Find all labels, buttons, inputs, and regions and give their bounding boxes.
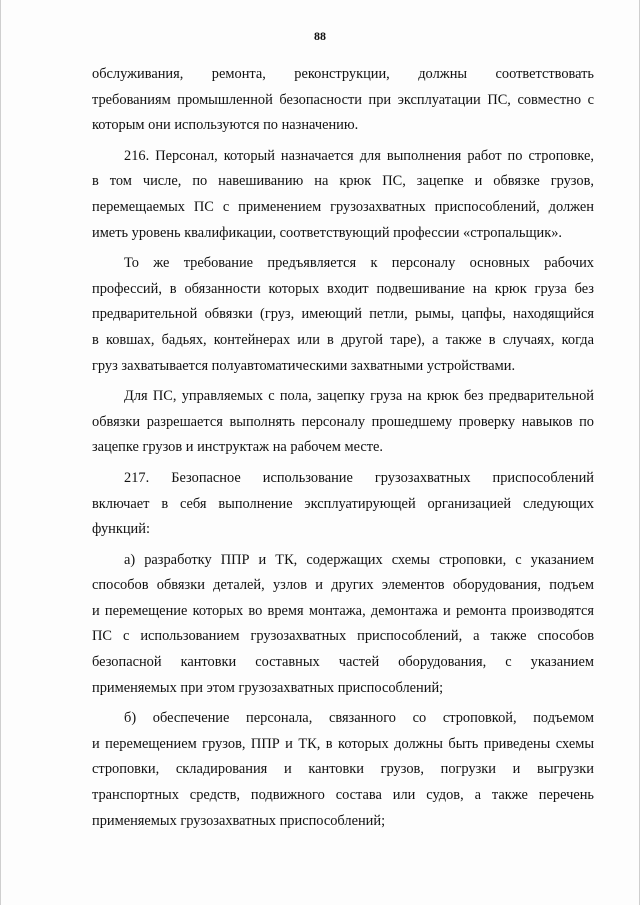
text-line: функций:	[92, 521, 150, 538]
paragraph-217	[92, 466, 594, 543]
text-line: способов обвязки деталей, узлов и других элементов оборудования, подъем	[92, 577, 594, 594]
text-line: ПС с использованием грузозахватных приспособлений, а также способов	[92, 628, 594, 645]
text-line: 217. Безопасное использование грузозахватных приспособлений	[124, 469, 594, 486]
text-line: требованиям промышленной безопасности при эксплуатации ПС, совместно с	[92, 91, 594, 108]
text-line: применяемых при этом грузозахватных приспособлений;	[92, 679, 444, 696]
paragraph-floor-controlled	[92, 384, 594, 461]
text-line: груз захватывается полуавтоматическими захватными устройствами.	[92, 357, 516, 374]
text-line: в ковшах, бадьях, контейнерах или в другой таре), а также в случаях, когда	[92, 331, 594, 348]
document-body	[92, 62, 594, 834]
text-line: применяемых грузозахватных приспособлений;	[92, 812, 386, 829]
page-number: 88	[314, 29, 326, 43]
paragraph-216	[92, 144, 594, 246]
text-line: включает в себя выполнение эксплуатирующей организацией следующих	[92, 495, 594, 512]
text-line: Для ПС, управляемых с пола, зацепку груза на крюк без предварительной	[124, 388, 594, 405]
paragraph-continuation	[92, 62, 594, 139]
text-line: зацепке грузов и инструктаж на рабочем месте.	[92, 439, 383, 456]
text-line: строповки, складирования и кантовки грузов, погрузки и выгрузки	[92, 761, 594, 778]
text-line: предварительной обвязки (груз, имеющий петли, рымы, цапфы, находящийся	[92, 306, 594, 323]
text-line: То же требование предъявляется к персоналу основных рабочих	[124, 255, 594, 272]
text-line: а) разработку ППР и ТК, содержащих схемы строповки, с указанием	[124, 551, 594, 568]
paragraph-same-requirement	[92, 251, 594, 379]
text-line: и перемещением грузов, ППР и ТК, в которых должны быть приведены схемы	[92, 735, 594, 752]
text-line: транспортных средств, подвижного состава или судов, а также перечень	[92, 787, 594, 804]
text-line: безопасной кантовки составных частей оборудования, с указанием	[92, 654, 594, 671]
text-line: обвязки разрешается выполнять персоналу прошедшему проверку навыков по	[92, 413, 594, 430]
text-line: которым они используются по назначению.	[92, 117, 359, 134]
text-line: 216. Персонал, который назначается для выполнения работ по строповке,	[124, 147, 594, 164]
text-line: перемещаемых ПС с применением грузозахватных приспособлений, должен	[92, 198, 594, 215]
text-line: и перемещение которых во время монтажа, демонтажа и ремонта производятся	[92, 602, 594, 619]
text-line: обслуживания, ремонта, реконструкции, должны соответствовать	[92, 66, 594, 82]
text-line: профессий, в обязанности которых входит подвешивание на крюк груза без	[92, 280, 594, 297]
text-line: иметь уровень квалификации, соответствующий профессии «стропальщик».	[92, 224, 563, 241]
paragraph-item-a	[92, 548, 594, 702]
text-line: в том числе, по навешиванию на крюк ПС, зацепке и обвязке грузов,	[92, 173, 594, 190]
text-line: б) обеспечение персонала, связанного со строповкой, подъемом	[124, 710, 594, 727]
paragraph-item-b	[92, 706, 594, 834]
